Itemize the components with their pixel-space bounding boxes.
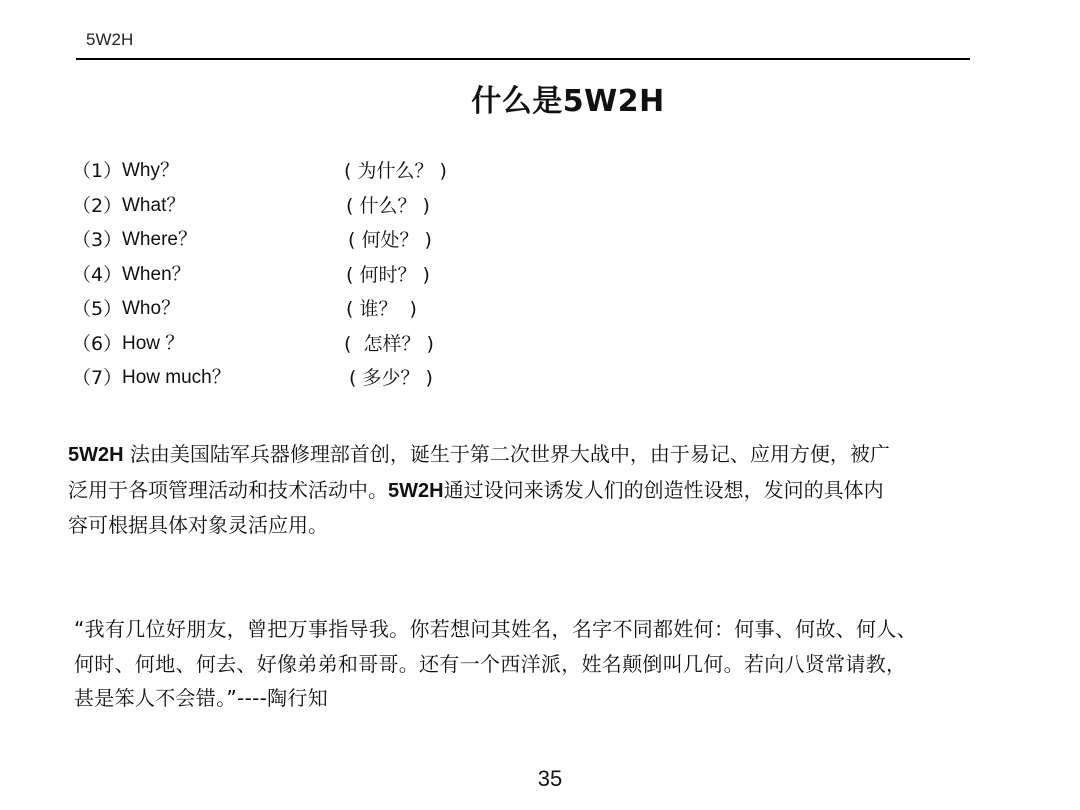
intro-paragraph <box>68 437 1068 543</box>
question-list <box>72 154 592 396</box>
question-chinese: ( 何处？ ) <box>348 229 432 251</box>
quote-line-1: “我有几位好朋友，曾把万事指导我。你若想问其姓名，名字不同都姓何：何事、何故、何人、 <box>74 617 917 641</box>
question-chinese: ( 怎样？ ) <box>344 332 434 355</box>
question-item-who <box>72 292 592 327</box>
question-chinese: ( 何时？ ) <box>346 263 430 286</box>
quote-line-2: 何时、何地、何去、好像弟弟和哥哥。还有一个西洋派，姓名颠倒叫几何。若向八贤常请教， <box>74 651 907 676</box>
question-english: Why？ <box>122 160 180 181</box>
quote-paragraph <box>74 612 1074 716</box>
quote-line-3: 甚是笨人不会错。”----陶行知 <box>74 686 329 710</box>
question-number: （2） <box>72 194 123 217</box>
question-chinese: ( 什么？ ) <box>346 194 430 217</box>
question-item-how <box>72 327 592 362</box>
question-english: Where？ <box>122 229 197 250</box>
question-number: （1） <box>72 160 123 182</box>
question-number: （5） <box>72 298 123 320</box>
term-5w2h: 5W2H <box>388 479 444 502</box>
question-english: What？ <box>122 194 186 216</box>
question-item-when <box>72 258 592 293</box>
question-item-why <box>72 154 592 189</box>
header-divider <box>76 58 970 60</box>
intro-text: 泛用于各项管理活动和技术活动中。 <box>68 477 388 502</box>
question-chinese: ( 多少？ ) <box>349 367 433 389</box>
question-number: （7） <box>72 367 123 389</box>
question-chinese: ( 谁？ ) <box>346 298 417 320</box>
question-number: （3） <box>72 229 123 251</box>
page-number: 35 <box>537 766 563 791</box>
intro-line-1 <box>68 437 1068 473</box>
question-item-how-much <box>72 361 592 396</box>
question-english: How ？ <box>122 332 185 354</box>
term-5w2h: 5W2H <box>68 444 124 466</box>
question-english: Who？ <box>122 298 181 319</box>
question-number: （6） <box>72 332 123 355</box>
intro-text: 法由美国陆军兵器修理部首创，诞生于第二次世界大战中，由于易记、应用方便，被广 <box>123 442 890 466</box>
intro-line-2 <box>68 473 1068 509</box>
intro-text: 通过设问来诱发人们的创造性设想，发问的具体内 <box>443 477 884 502</box>
question-item-what <box>72 189 592 224</box>
question-chinese: ( 为什么？ ) <box>344 160 447 182</box>
question-english: When？ <box>122 263 191 285</box>
intro-line-3: 容可根据具体对象灵活应用。 <box>68 513 328 537</box>
question-item-where <box>72 223 592 258</box>
question-number: （4） <box>72 263 123 286</box>
header-label: 5W2H <box>86 30 134 49</box>
question-english: How much？ <box>122 367 231 388</box>
page-title: 什么是5W2H <box>471 84 665 119</box>
